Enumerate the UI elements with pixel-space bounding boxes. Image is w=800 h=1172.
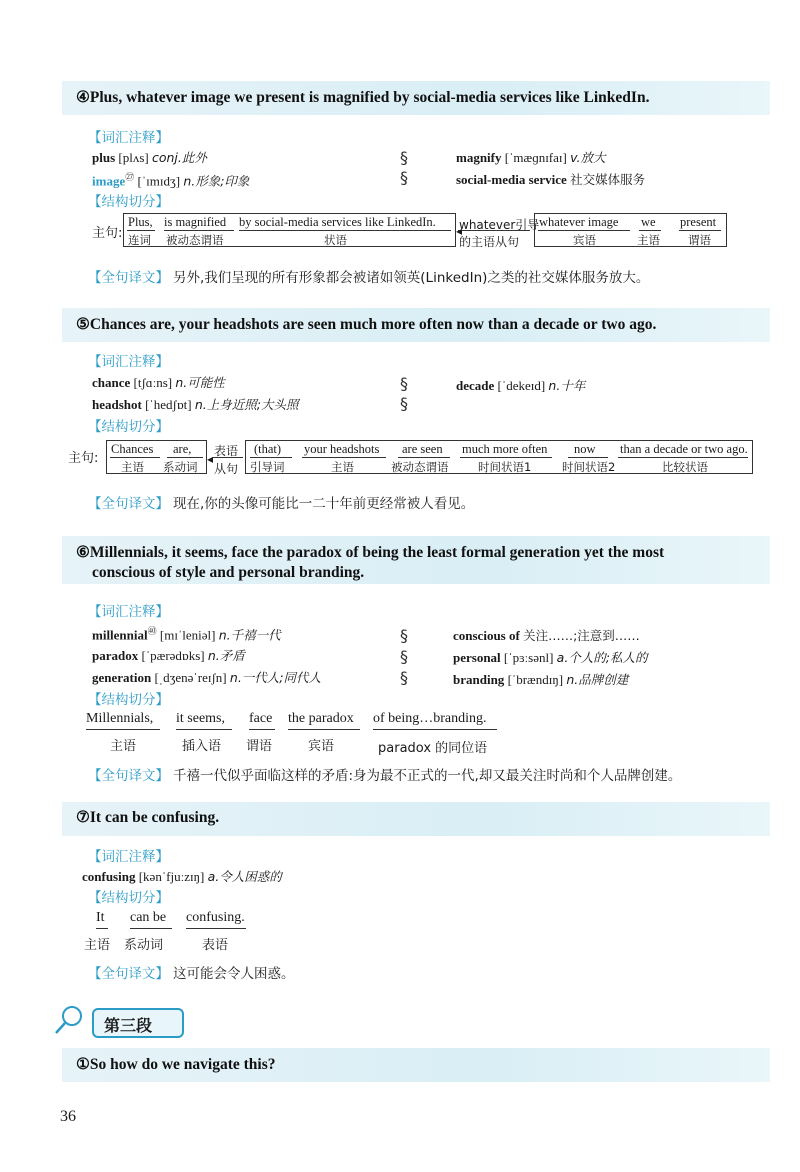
vocab-magnify: magnify [ˈmæɡnɪfaɪ] v.放大 bbox=[456, 150, 606, 165]
vocab-label: 【词汇注释】 bbox=[88, 604, 169, 620]
structure-label: 【结构切分】 bbox=[88, 890, 169, 906]
box-text: than a decade or two ago. bbox=[620, 442, 748, 456]
section-heading bbox=[92, 1008, 184, 1038]
box-text: whatever image bbox=[539, 215, 619, 229]
box-label: 引导词 bbox=[250, 460, 285, 474]
sentence-4: ④Plus, whatever image we present is magnified by social-media services like LinkedIn. bbox=[76, 89, 650, 106]
main-clause-label: 主句: bbox=[92, 226, 123, 241]
sentence-7: ⑦It can be confusing. bbox=[76, 809, 220, 826]
arrow-icon: ◂ bbox=[207, 452, 214, 466]
box-label: 主语 bbox=[121, 460, 144, 474]
vocab-conscious-of: conscious of 关注……;注意到…… bbox=[453, 628, 640, 643]
separator-icon: § bbox=[400, 168, 408, 187]
part-text: face bbox=[249, 711, 273, 726]
box-label: 被动态谓语 bbox=[166, 233, 224, 247]
separator-icon: § bbox=[400, 626, 408, 645]
part-text: Millennials, bbox=[86, 711, 154, 726]
part-text: it seems, bbox=[176, 711, 225, 726]
vocab-label: 【词汇注释】 bbox=[88, 849, 169, 865]
link-label: 的主语从句 bbox=[459, 235, 520, 249]
section-title: 第三段 bbox=[104, 1016, 153, 1035]
box-text: are, bbox=[173, 442, 192, 456]
separator-icon: § bbox=[400, 374, 408, 393]
main-clause-label: 主句: bbox=[68, 451, 99, 466]
vocab-label: 【词汇注释】 bbox=[88, 354, 169, 370]
vocab-paradox: paradox [ˈpærədɒks] n.矛盾 bbox=[92, 648, 245, 663]
part-label: 主语 bbox=[84, 938, 111, 953]
link-label: 从句 bbox=[214, 462, 239, 476]
translation-7: 【全句译文】 这可能会令人困惑。 bbox=[88, 966, 295, 982]
vocab-branding: branding [ˈbrændɪŋ] n.品牌创建 bbox=[453, 672, 629, 687]
part-label: 宾语 bbox=[308, 739, 335, 754]
box-text: Chances bbox=[111, 442, 154, 456]
box-text: Plus, bbox=[128, 215, 153, 229]
structure-box bbox=[123, 213, 456, 247]
box-text: by social-media services like LinkedIn. bbox=[239, 215, 436, 229]
box-label: 谓语 bbox=[688, 233, 711, 247]
box-text: (that) bbox=[254, 442, 282, 456]
separator-icon: § bbox=[400, 394, 408, 413]
structure-box bbox=[245, 440, 753, 474]
vocab-plus: plus [plʌs] conj.此外 bbox=[92, 150, 207, 165]
box-label: 时间状语1 bbox=[478, 460, 532, 474]
part-label: 系动词 bbox=[124, 938, 164, 953]
part-label: 表语 bbox=[202, 938, 229, 953]
link-label: whatever引导 bbox=[459, 218, 540, 232]
box-text: much more often bbox=[462, 442, 548, 456]
box-text: are seen bbox=[402, 442, 443, 456]
part-label: 插入语 bbox=[182, 739, 222, 754]
box-text: is magnified bbox=[164, 215, 227, 229]
vocab-social-media: social-media service 社交媒体服务 bbox=[456, 172, 646, 187]
box-label: 主语 bbox=[637, 233, 660, 247]
part-text: can be bbox=[130, 910, 167, 925]
sentence-5: ⑤Chances are, your headshots are seen much more often now than a decade or two ago. bbox=[76, 316, 657, 333]
translation-6: 【全句译文】 千禧一代似乎面临这样的矛盾:身为最不正式的一代,却又最关注时尚和个人品牌创建。 bbox=[88, 768, 682, 784]
vocab-label: 【词汇注释】 bbox=[88, 130, 169, 146]
vocab-chance: chance [tʃɑːns] n.可能性 bbox=[92, 375, 225, 390]
translation-5: 【全句译文】 现在,你的头像可能比一二十年前更经常被人看见。 bbox=[88, 496, 475, 512]
separator-icon: § bbox=[400, 148, 408, 167]
box-label: 连词 bbox=[128, 233, 151, 247]
box-text: now bbox=[574, 442, 596, 456]
sentence-6-line2: conscious of style and personal branding. bbox=[92, 564, 365, 581]
box-label: 时间状语2 bbox=[562, 460, 616, 474]
part-label: 主语 bbox=[110, 739, 137, 754]
box-text: your headshots bbox=[304, 442, 380, 456]
structure-label: 【结构切分】 bbox=[88, 419, 169, 435]
separator-icon: § bbox=[400, 668, 408, 687]
page-number: 36 bbox=[60, 1108, 76, 1125]
vocab-millennial: millennial$^㊵$ [mɪˈleniəl] n.千禧一代 bbox=[92, 626, 281, 643]
structure-box bbox=[106, 440, 207, 474]
arrow-icon: ◂ bbox=[456, 224, 463, 238]
vocab-confusing: confusing [kənˈfjuːzɪŋ] a.令人困惑的 bbox=[82, 869, 282, 884]
structure-label: 【结构切分】 bbox=[88, 692, 169, 708]
box-label: 比较状语 bbox=[662, 460, 708, 474]
structure-box bbox=[534, 213, 727, 247]
part-text: confusing. bbox=[186, 910, 245, 925]
sentence-6-line1: ⑥Millennials, it seems, face the paradox of being the least formal generation yet the most bbox=[76, 544, 665, 561]
vocab-decade: decade [ˈdekeɪd] n.十年 bbox=[456, 378, 586, 393]
magnifier-icon bbox=[52, 1003, 86, 1037]
vocab-generation: generation [ˌdʒenəˈreɪʃn] n.一代人;同代人 bbox=[92, 670, 321, 685]
box-label: 主语 bbox=[331, 460, 354, 474]
box-text: we bbox=[641, 215, 656, 229]
part-text: It bbox=[96, 910, 105, 925]
box-label: 状语 bbox=[324, 233, 347, 247]
translation-4: 【全句译文】 另外,我们呈现的所有形象都会被诸如领英(LinkedIn)之类的社交媒体服务放大。 bbox=[88, 270, 650, 286]
box-label: 宾语 bbox=[573, 233, 596, 247]
part-label: paradox 的同位语 bbox=[378, 741, 488, 756]
link-label: 表语 bbox=[214, 444, 239, 458]
separator-icon: § bbox=[400, 647, 408, 666]
vocab-headshot: headshot [ˈhedʃɒt] n.上身近照;大头照 bbox=[92, 397, 299, 412]
paragraph3-sentence-1: ①So how do we navigate this? bbox=[76, 1056, 276, 1073]
vocab-personal: personal [ˈpɜːsənl] a.个人的;私人的 bbox=[453, 650, 648, 665]
structure-label: 【结构切分】 bbox=[88, 194, 169, 210]
box-label: 被动态谓语 bbox=[391, 460, 449, 474]
part-text: of being…branding. bbox=[373, 711, 487, 726]
box-text: present bbox=[680, 215, 717, 229]
part-label: 谓语 bbox=[246, 739, 273, 754]
part-text: the paradox bbox=[288, 711, 354, 726]
vocab-image: image$^㉗$ [ˈɪmɪdʒ] n.形象;印象 bbox=[92, 172, 250, 189]
box-label: 系动词 bbox=[163, 460, 198, 474]
